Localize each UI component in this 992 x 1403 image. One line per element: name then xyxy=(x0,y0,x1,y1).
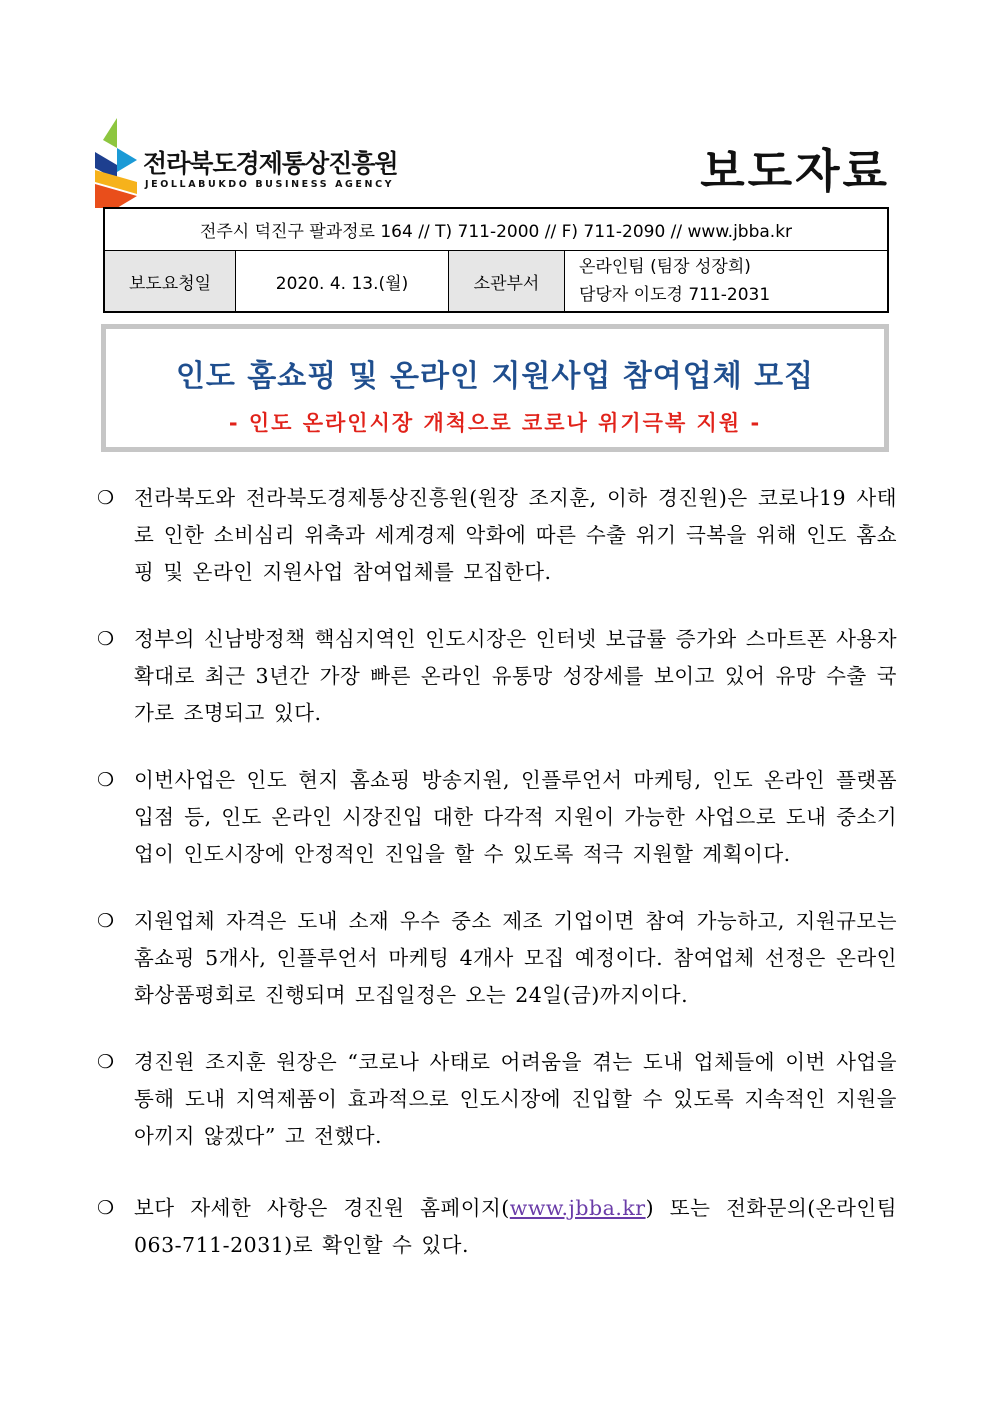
contact-info: 전주시 덕진구 팔과정로 164 // T) 711-2000 // F) 711-2090 // www.jbba.kr xyxy=(104,208,888,251)
paragraph-text: 정부의 신남방정책 핵심지역인 인도시장은 인터넷 보급률 증가와 스마트폰 사용자 확대로 최근 3년간 가장 빠른 온라인 유통망 성장세를 보이고 있어 유망 수출 국가로 조명되고 있다. xyxy=(134,627,897,725)
circle-bullet-icon: ❍ xyxy=(97,628,115,650)
department-value xyxy=(565,251,889,313)
paragraph xyxy=(97,762,897,873)
circle-bullet-icon: ❍ xyxy=(97,487,115,509)
document-type-heading: 보도자료 xyxy=(700,144,890,198)
homepage-link[interactable]: www.jbba.kr xyxy=(509,1196,646,1220)
circle-bullet-icon: ❍ xyxy=(97,769,115,791)
request-date-label: 보도요청일 xyxy=(104,251,236,313)
headline-box xyxy=(101,324,889,452)
paragraph xyxy=(97,480,897,591)
paragraph xyxy=(97,1044,897,1155)
department-contact: 담당자 이도경 711-2031 xyxy=(579,285,771,305)
paragraph xyxy=(97,621,897,732)
paragraph xyxy=(97,903,897,1014)
circle-bullet-icon: ❍ xyxy=(97,1197,115,1219)
paragraph-text: 전라북도와 전라북도경제통상진흥원(원장 조지훈, 이하 경진원)은 코로나19 사태로 인한 소비심리 위축과 세계경제 악화에 따른 수출 위기 극복을 위해 인도 홈쇼핑 및 온라인 지원사업 참여업체를 모집한다. xyxy=(134,486,897,584)
request-date-value: 2020. 4. 13.(월) xyxy=(236,251,449,313)
headline-title: 인도 홈쇼핑 및 온라인 지원사업 참여업체 모집 xyxy=(175,359,815,394)
agency-logo xyxy=(95,118,398,208)
paragraph-text-after: ) 또는 전화문의(온라인팀 063-711-2031)로 확인할 수 있다. xyxy=(134,1196,897,1257)
press-info-table xyxy=(103,207,889,313)
agency-logo-mark xyxy=(95,118,141,208)
paragraph-text: 지원업체 자격은 도내 소재 우수 중소 제조 기업이면 참여 가능하고, 지원규모는 홈쇼핑 5개사, 인플루언서 마케팅 4개사 모집 예정이다. 참여업체 선정은 온라인 화상품평회로 진행되며 모집일정은 오는 24일(금)까지이다. xyxy=(134,909,897,1007)
department-team: 온라인팀 (팀장 성장희) xyxy=(579,257,751,277)
headline-subtitle: - 인도 온라인시장 개척으로 코로나 위기극복 지원 - xyxy=(228,411,762,435)
department-label: 소관부서 xyxy=(449,251,565,313)
press-body xyxy=(97,480,897,1264)
circle-bullet-icon: ❍ xyxy=(97,910,115,932)
org-name-korean: 전라북도경제통상진흥원 xyxy=(143,149,398,178)
circle-bullet-icon: ❍ xyxy=(97,1051,115,1073)
paragraph-text: 이번사업은 인도 현지 홈쇼핑 방송지원, 인플루언서 마케팅, 인도 온라인 플랫폼 입점 등, 인도 온라인 시장진입 대한 다각적 지원이 가능한 사업으로 도내 중소기업이 인도시장에 안정적인 진입을 할 수 있도록 적극 지원할 계획이다. xyxy=(134,768,897,866)
paragraph-text: 경진원 조지훈 원장은 “코로나 사태로 어려움을 겪는 도내 업체들에 이번 사업을 통해 도내 지역제품이 효과적으로 인도시장에 진입할 수 있도록 지속적인 지원을 아끼지 않겠다” 고 전했다. xyxy=(134,1050,897,1148)
org-name-english: JEOLLABUKDO BUSINESS AGENCY xyxy=(145,179,395,190)
paragraph xyxy=(97,1190,897,1264)
paragraph-text-before: 보다 자세한 사항은 경진원 홈페이지( xyxy=(134,1196,510,1220)
